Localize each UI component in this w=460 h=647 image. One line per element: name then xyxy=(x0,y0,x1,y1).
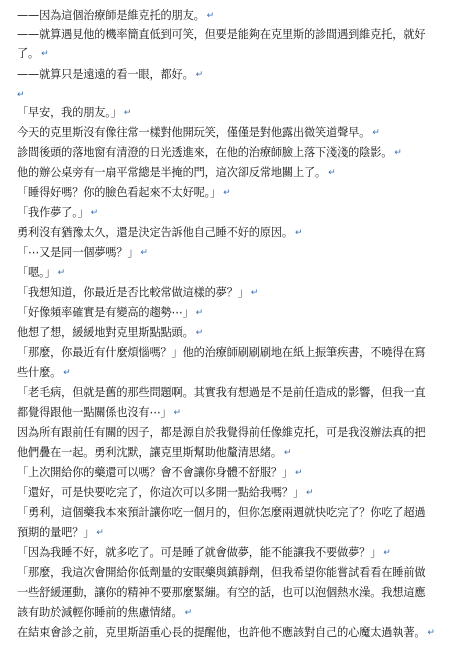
paragraph-mark-icon: ↵ xyxy=(96,528,104,538)
text-line: ——就算只是遠遠的看一眼，都好。 ↵ xyxy=(17,68,204,81)
paragraph-mark-icon: ↵ xyxy=(63,368,71,378)
text-line: 「好像頻率確實是有變高的趨勢⋯」 ↵ xyxy=(17,306,204,319)
text-line: 該有助於減輕你睡前的焦慮情緒。 ↵ xyxy=(17,606,192,619)
text-line: ——就算遇見他的機率簡直低到可笑，但要是能夠在克里斯的診間遇到維克托，就好 xyxy=(17,28,426,41)
text-line: 「睡得好嗎？你的臉色看起來不太好呢。」 ↵ xyxy=(17,186,231,199)
text-line xyxy=(17,87,455,102)
text-line: 「還好，可是快要吃完了，你這次可以多開一點給我嗎？」 ↵ xyxy=(17,486,314,499)
text-line: 因為所有跟前任有關的因子，都是源自於我覺得前任像維克托，可是我沒辦法真的把 xyxy=(17,426,426,439)
paragraph-mark-icon: ↵ xyxy=(383,548,391,558)
text-line: 「我想知道，你最近是否比較常做這樣的夢？」 ↵ xyxy=(17,286,259,299)
paragraph-mark-icon: ↵ xyxy=(372,128,380,138)
paragraph-mark-icon: ↵ xyxy=(17,90,25,100)
paragraph-mark-icon: ↵ xyxy=(195,308,204,318)
text-line: 「早安，我的朋友。」 ↵ xyxy=(17,106,132,119)
text-line: 「那麼，你最近有什麼煩惱嗎？」他的治療師刷刷刷地在紙上振筆疾書，不曉得在寫 xyxy=(17,346,426,359)
paragraph-mark-icon: ↵ xyxy=(184,608,192,618)
paragraph-mark-icon: ↵ xyxy=(223,188,231,198)
text-line: 「我作夢了。」 ↵ xyxy=(17,206,99,219)
paragraph-mark-icon: ↵ xyxy=(283,448,292,458)
text-line: 「嗯。」 ↵ xyxy=(17,266,65,279)
paragraph-mark-icon: ↵ xyxy=(57,268,65,278)
text-line: 「上次開給你的藥還可以嗎？會不會讓你身體不舒服？」 ↵ xyxy=(17,466,303,479)
paragraph-mark-icon: ↵ xyxy=(206,11,215,21)
text-line: 在結束會診之前，克里斯語重心長的提醒他，也許他不應該對自己的心魔太過執著。 ↵ xyxy=(17,626,435,639)
text-line: 「老毛病，但就是舊的那些問題啊。其實我有想過是不是前任造成的影響，但我一直 xyxy=(17,386,426,399)
text-line: 勇利沒有猶豫太久，還是決定告訴他自己睡不好的原因。 ↵ xyxy=(17,226,303,239)
paragraph-mark-icon: ↵ xyxy=(123,108,132,118)
text-line: ——因為這個治療師是維克托的朋友。 ↵ xyxy=(17,9,215,22)
paragraph-mark-icon: ↵ xyxy=(173,408,181,418)
text-line: 預期的量吧？」 ↵ xyxy=(17,526,104,539)
paragraph-mark-icon: ↵ xyxy=(294,468,303,478)
text-line: 今天的克里斯沒有像往常一樣對他開玩笑，僅僅是對他露出微笑道聲早。 ↵ xyxy=(17,126,380,139)
paragraph-mark-icon: ↵ xyxy=(294,228,303,238)
paragraph-mark-icon: ↵ xyxy=(305,488,314,498)
text-line: 一些舒緩運動，讓你的精神不要那麼緊繃。有空的話，也可以泡個熱水澡。我想這應 xyxy=(17,586,426,599)
text-line: 他想了想，緩緩地對克里斯點點頭。 ↵ xyxy=(17,326,204,339)
text-line: 他的辦公桌旁有一扇平常總是半掩的門，這次卻反常地關上了。 ↵ xyxy=(17,166,336,179)
text-line: 他們疊在一起。勇利沈默，讓克里斯幫助他釐清思緒。 ↵ xyxy=(17,446,292,459)
text-line: 「因為我睡不好，就多吃了。可是睡了就會做夢，能不能讓我不要做夢？」 ↵ xyxy=(17,546,391,559)
text-line: 了。 ↵ xyxy=(17,47,49,60)
paragraph-mark-icon: ↵ xyxy=(250,288,259,298)
text-line: 「那麼，我這次會開給你低劑量的安眠藥與鎮靜劑，但我希望你能嘗試看看在睡前做 xyxy=(17,566,426,579)
paragraph-mark-icon: ↵ xyxy=(90,208,99,218)
text-line: 些什麼。 ↵ xyxy=(17,366,71,379)
paragraph-mark-icon: ↵ xyxy=(328,168,336,178)
paragraph-mark-icon: ↵ xyxy=(195,328,204,338)
paragraph-mark-icon: ↵ xyxy=(195,70,204,80)
paragraph-mark-icon: ↵ xyxy=(41,49,49,59)
text-line: 都覺得跟他一點關係也沒有⋯」 ↵ xyxy=(17,406,181,419)
text-line: 「勇利，這個藥我本來預計讓你吃一個月的，但你怎麼兩週就快吃完了？你吃了超過 xyxy=(17,506,426,519)
paragraph-mark-icon: ↵ xyxy=(427,628,435,638)
paragraph-mark-icon: ↵ xyxy=(394,148,402,158)
text-line: 「⋯又是同一個夢嗎？」 ↵ xyxy=(17,246,148,259)
paragraph-mark-icon: ↵ xyxy=(140,248,148,258)
text-line: 診間後頭的落地窗有清澄的日光透進來，在他的治療師臉上落下淺淺的陰影。 ↵ xyxy=(17,146,402,159)
